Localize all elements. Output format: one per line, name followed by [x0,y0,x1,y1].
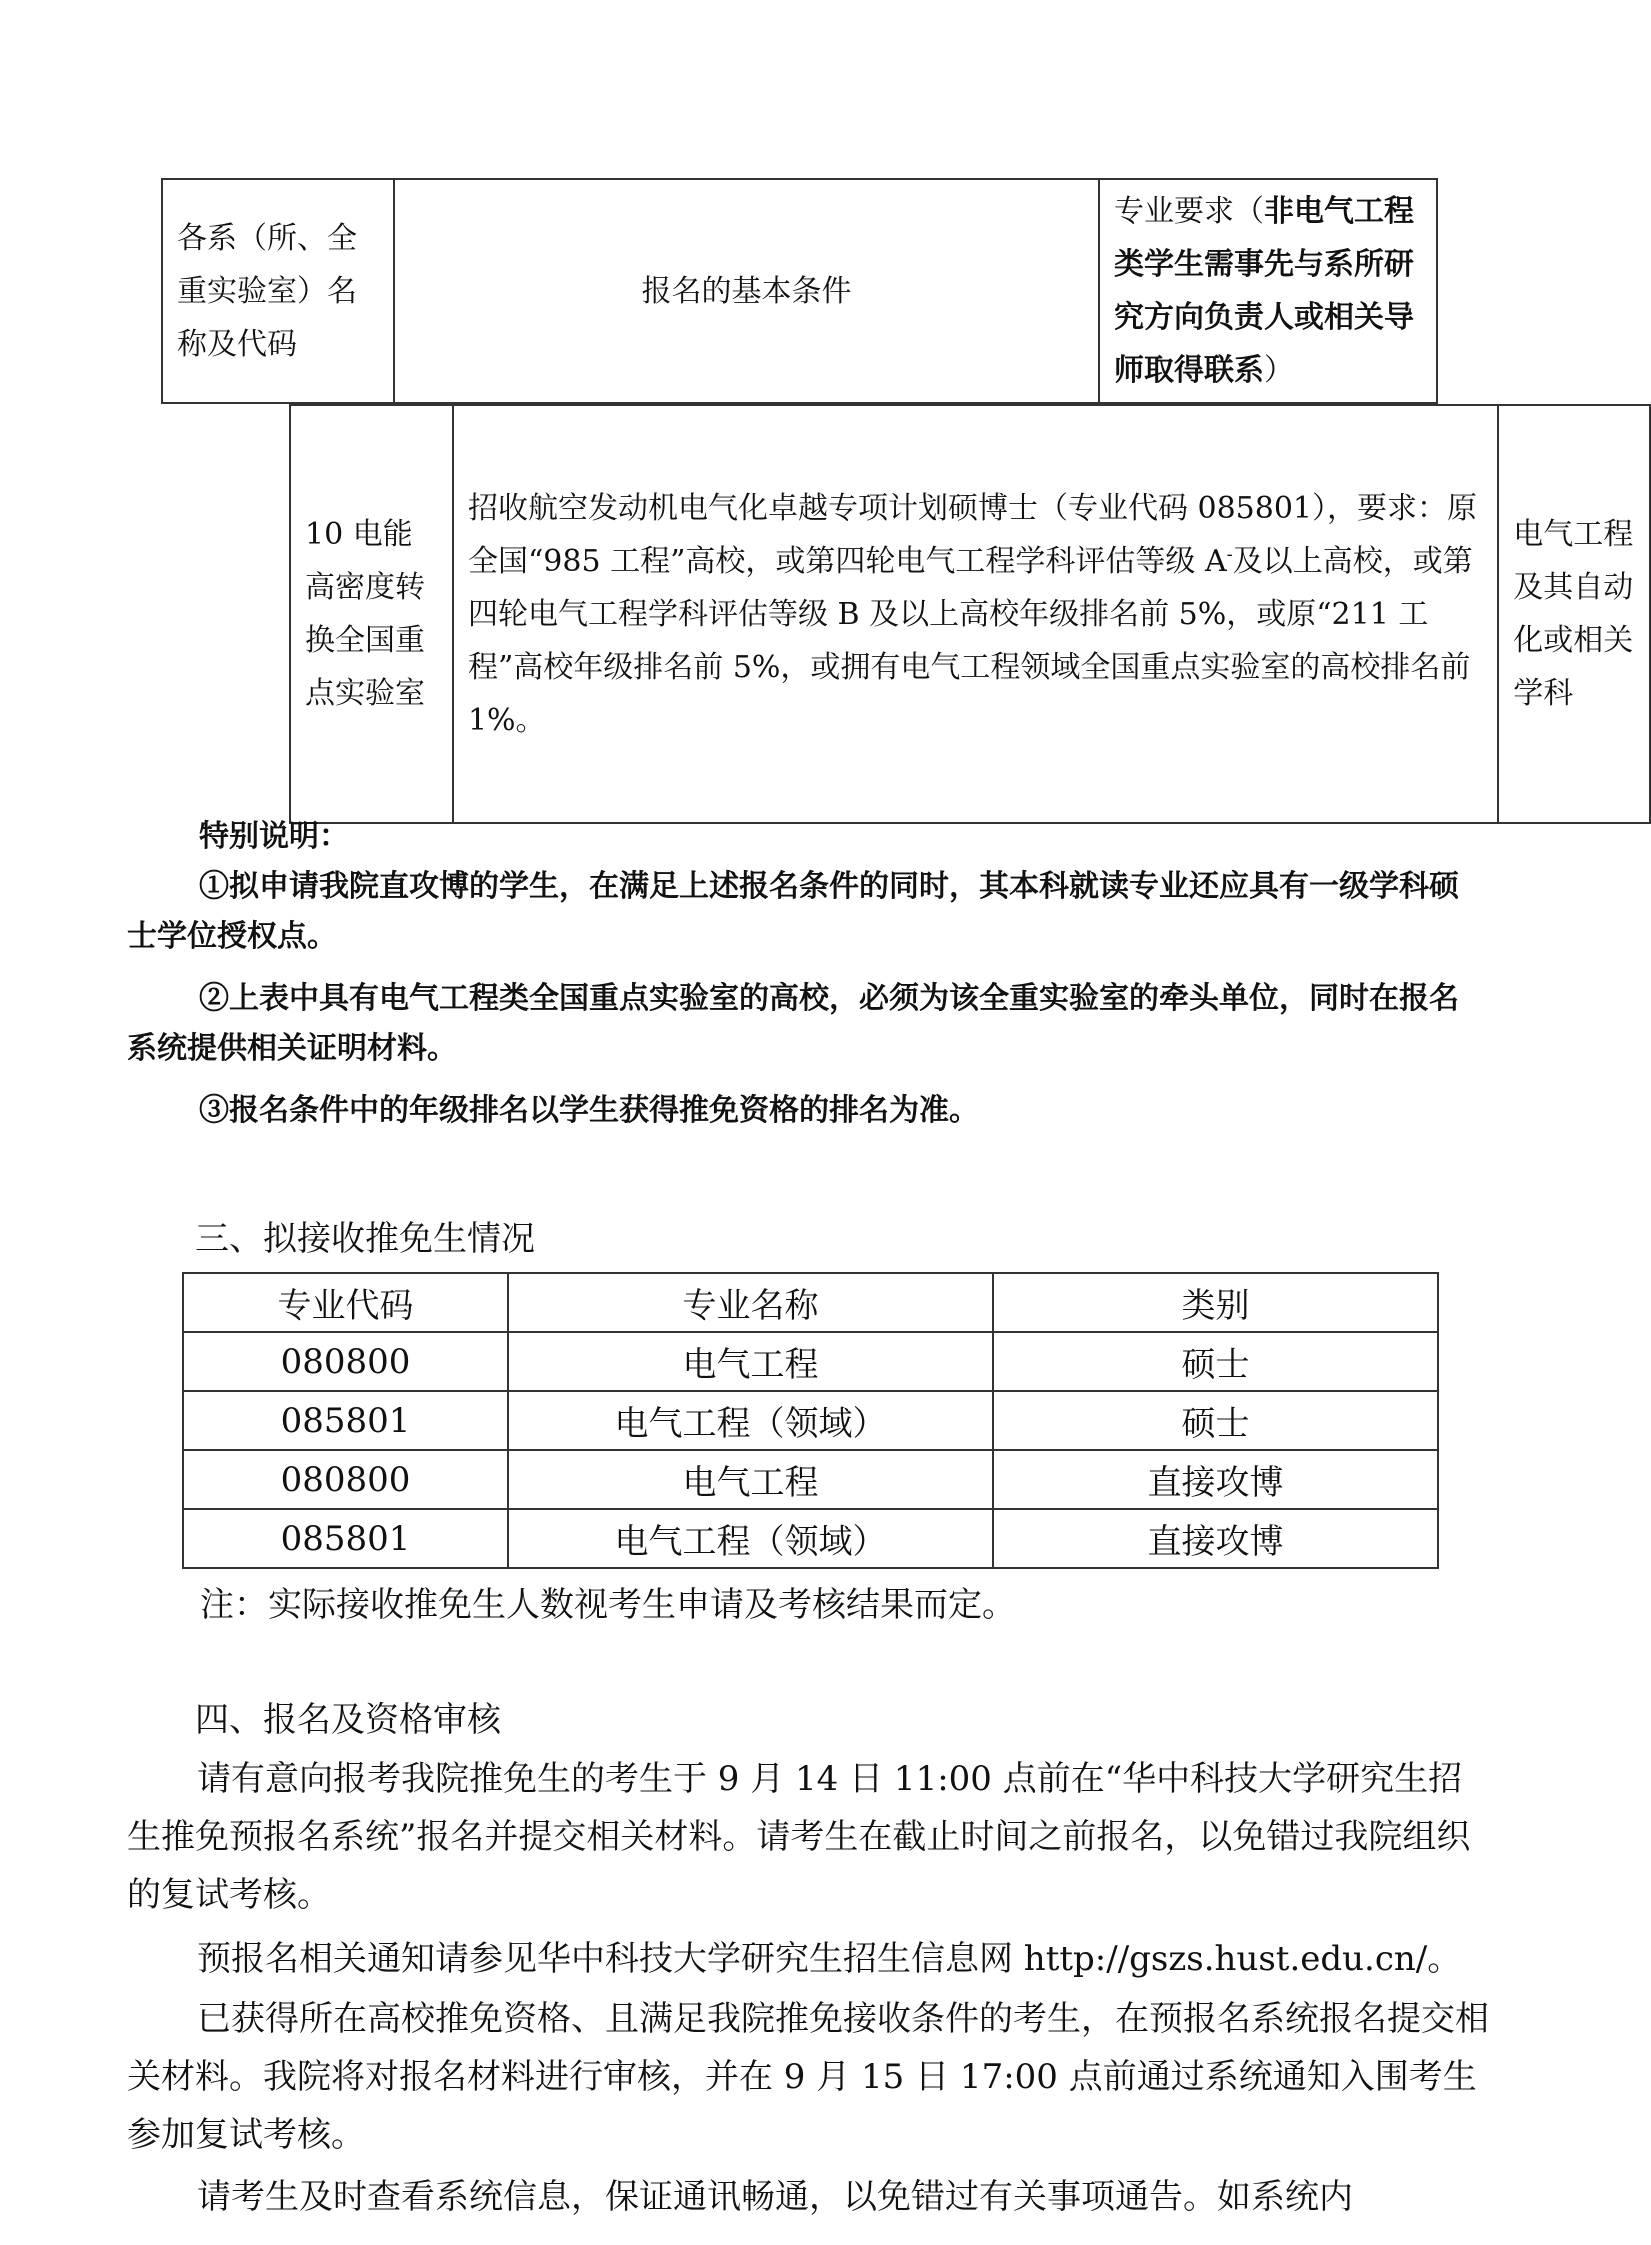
col-header-name: 专业名称 [508,1273,993,1332]
col-header-type: 类别 [993,1273,1438,1332]
special-note-2: ②上表中具有电气工程类全国重点实验室的高校，必须为该全重实验室的牵头单位，同时在报名系统提供相关证明材料。 [127,981,1459,1066]
row-department: 10 电能高密度转换全国重点实验室 [290,405,453,823]
recruitment-note: 注：实际接收推免生人数视考生申请及考核结果而定。 [200,1585,1016,1625]
section-4-paragraph-2: 预报名相关通知请参见华中科技大学研究生招生信息网 http://gszs.hust.edu.cn/。 [197,1939,1462,1979]
cell-type: 硕士 [993,1391,1438,1450]
recruitment-table [182,1272,1439,1569]
cell-code: 080800 [183,1332,508,1391]
table-row [183,1450,1438,1509]
row-basic-conditions-part2: 及以上高校，或第四轮电气工程学科评估等级 B 及以上高校年级排名前 5%，或原“211 工程”高校年级排名前 5%，或拥有电气工程领域全国重点实验室的高校排名前 1%。 [467,543,1473,738]
table-row [183,1509,1438,1568]
table-row [183,1391,1438,1450]
header-major-requirement-suffix: ） [1264,353,1294,388]
table-row [183,1332,1438,1391]
col-header-code: 专业代码 [183,1273,508,1332]
cell-type: 硕士 [993,1332,1438,1391]
header-department: 各系（所、全重实验室）名称及代码 [162,179,394,403]
row-basic-conditions-part1: 招收航空发动机电气化卓越专项计划硕博士（专业代码 085801），要求：原全国“985 工程”高校，或第四轮电气工程学科评估等级 A [467,490,1478,579]
section-4-paragraph-4: 请考生及时查看系统信息，保证通讯畅通，以免错过有关事项通告。如系统内 [197,2177,1353,2217]
section-4-paragraph-3: 已获得所在高校推免资格、且满足我院推免接收条件的考生，在预报名系统报名提交相关材料。我院将对报名材料进行审核，并在 9 月 15 日 17:00 点前通过系统通知入围考生参加复试考核。 [127,1999,1489,2155]
special-note-3: ③报名条件中的年级排名以学生获得推免资格的排名为准。 [199,1093,979,1128]
special-note-1: ①拟申请我院直攻博的学生，在满足上述报名条件的同时，其本科就读专业还应具有一级学科硕士学位授权点。 [127,869,1459,954]
section-3-heading: 三、拟接收推免生情况 [195,1219,535,1259]
cell-code: 085801 [183,1391,508,1450]
cell-name: 电气工程（领域） [508,1509,993,1568]
row-basic-conditions [453,405,1498,823]
cell-code: 085801 [183,1509,508,1568]
section-4-paragraph-1: 请有意向报考我院推免生的考生于 9 月 14 日 11:00 点前在“华中科技大学研究生招生推免预报名系统”报名并提交相关材料。请考生在截止时间之前报名，以免错过我院组织的复试考核。 [127,1759,1471,1915]
cell-code: 080800 [183,1450,508,1509]
recruitment-table-header [183,1273,1438,1332]
header-major-requirement-note: 非电气工程类学生需事先与系所研究方向负责人或相关导师取得联系 [1114,194,1414,388]
conditions-table-row [289,404,1651,824]
header-basic-conditions: 报名的基本条件 [394,179,1099,403]
special-notes-title: 特别说明： [199,819,349,854]
header-major-requirement-prefix: 专业要求（ [1114,194,1264,229]
header-major-requirement [1099,179,1437,403]
cell-name: 电气工程 [508,1450,993,1509]
cell-type: 直接攻博 [993,1450,1438,1509]
section-4-heading: 四、报名及资格审核 [195,1700,501,1740]
cell-type: 直接攻博 [993,1509,1438,1568]
special-notes [127,812,1487,1148]
conditions-table [161,178,1634,738]
cell-name: 电气工程（领域） [508,1391,993,1450]
conditions-table-header-row [162,179,1437,403]
row-major-requirement: 电气工程及其自动化或相关学科 [1498,405,1650,823]
cell-name: 电气工程 [508,1332,993,1391]
row-basic-conditions-sup: - [1226,543,1233,565]
